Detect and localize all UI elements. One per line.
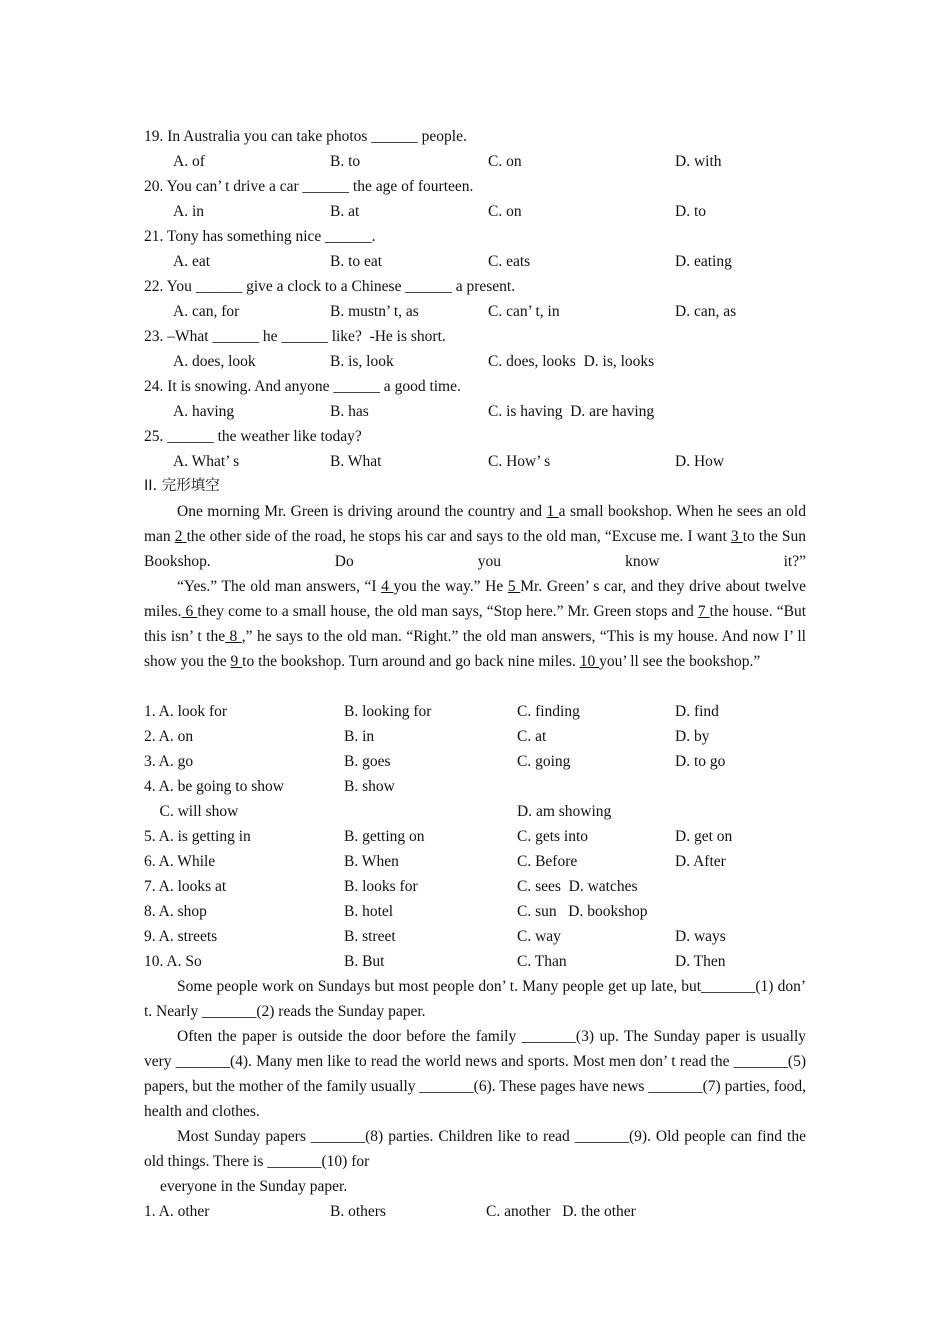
option-a: A. eat — [173, 253, 211, 270]
option-b: B. What — [330, 453, 382, 470]
option-a: A. having — [173, 403, 235, 420]
passage-text: Mr. Green’ s car, and they drive about twelve miles. — [144, 578, 807, 620]
passage-text: One morning Mr. Green is driving around the country and — [177, 503, 547, 520]
cloze-option-row — [144, 874, 806, 899]
option-a: 4. A. be going to show — [144, 778, 284, 795]
option-cd: C. sees D. watches — [517, 878, 638, 895]
blank-9: 9 — [230, 653, 243, 670]
options-20 — [144, 199, 806, 224]
option-b: B. hotel — [344, 903, 394, 920]
cloze-1-options — [144, 699, 806, 974]
option-d: D. to — [675, 203, 706, 220]
option-a: A. can, for — [173, 303, 240, 320]
options-23 — [144, 349, 806, 374]
option-a: 3. A. go — [144, 753, 194, 770]
blank-7: 7 — [697, 603, 710, 620]
cloze-option-row — [144, 749, 806, 774]
option-b: B. show — [344, 778, 395, 795]
passage-text: you the way.” He — [393, 578, 508, 595]
cloze-option-row — [144, 1199, 806, 1224]
passage-text: the other side of the road, he stops his car and says to the old man, “Excuse me. I want — [186, 528, 731, 545]
option-b: B. others — [330, 1203, 386, 1220]
passage-text: to the bookshop. Turn around and go back nine miles. — [242, 653, 580, 670]
option-b: B. in — [344, 728, 375, 745]
passage-paragraph: Some people work on Sundays but most people don’ t. Many people get up late, but_______(1) don’ t. Nearly _______(2) reads the Sunday paper. — [144, 978, 806, 1020]
cloze-option-row — [144, 899, 806, 924]
passage-paragraph — [144, 574, 806, 699]
option-d: D. get on — [675, 828, 733, 845]
question-23: 23. –What ______ he ______ like? -He is short. — [144, 328, 446, 345]
option-a: 7. A. looks at — [144, 878, 227, 895]
passage-paragraph: Often the paper is outside the door before the family _______(3) up. The Sunday paper is usually very _______(4). Many men like to read the world news and sports. Most men don’ t read the _______(5) papers, but the mother of the family usually _______(6). These pages have news _______(7) parties, food, health and clothes. — [144, 1028, 806, 1120]
option-cd: C. does, looks D. is, looks — [488, 353, 655, 370]
option-b: B. has — [330, 403, 369, 420]
options-21 — [144, 249, 806, 274]
option-cd: C. sun D. bookshop — [517, 903, 648, 920]
option-c: C. eats — [488, 253, 531, 270]
passage-text: a small bookshop. When he sees an old man — [144, 503, 806, 545]
option-c: C. How’ s — [488, 453, 551, 470]
option-a: A. of — [173, 153, 205, 170]
options-24 — [144, 399, 806, 424]
option-d: D. can, as — [675, 303, 737, 320]
option-b: B. to eat — [330, 253, 383, 270]
blank-8: 8 — [225, 628, 242, 645]
passage-text: “Yes.” The old man answers, “I — [177, 578, 382, 595]
cloze-option-row — [144, 924, 806, 949]
cloze-option-row — [144, 699, 806, 724]
options-22 — [144, 299, 806, 324]
blank-4: 4 — [381, 578, 394, 595]
mc-section — [144, 124, 806, 474]
blank-1: 1 — [546, 503, 559, 520]
passage-text: ,” he says to the old man. “Right.” the old man answers, “This is my house. And now I’ ll show you the — [144, 628, 806, 670]
option-cd: C. another D. the other — [486, 1203, 636, 1220]
question-19: 19. In Australia you can take photos ______ people. — [144, 128, 467, 145]
question-25: 25. ______ the weather like today? — [144, 428, 362, 445]
option-d: D. am showing — [517, 803, 612, 820]
option-c: C. gets into — [517, 828, 589, 845]
option-d: D. How — [675, 453, 725, 470]
blank-10: 10 — [579, 653, 600, 670]
option-b: B. is, look — [330, 353, 394, 370]
option-d: D. After — [675, 853, 726, 870]
option-c: C. can’ t, in — [488, 303, 560, 320]
option-b: B. to — [330, 153, 361, 170]
cloze-option-row — [144, 849, 806, 874]
option-b: B. goes — [344, 753, 391, 770]
option-c: C. on — [488, 203, 522, 220]
option-b: B. street — [344, 928, 396, 945]
option-b: B. at — [330, 203, 360, 220]
blank-6: 6 — [181, 603, 198, 620]
option-b: B. mustn’ t, as — [330, 303, 419, 320]
option-a: A. What’ s — [173, 453, 240, 470]
option-d: D. by — [675, 728, 710, 745]
cloze-passage-2 — [144, 974, 806, 1199]
options-19 — [144, 149, 806, 174]
option-b: B. getting on — [344, 828, 425, 845]
option-a: 5. A. is getting in — [144, 828, 251, 845]
option-d: D. to go — [675, 753, 726, 770]
option-d: D. Then — [675, 953, 726, 970]
option-c: C. going — [517, 753, 571, 770]
option-d: D. find — [675, 703, 719, 720]
option-b: B. But — [344, 953, 385, 970]
option-a: 8. A. shop — [144, 903, 207, 920]
passage-text: to the Sun Bookshop. Do you know it?” — [144, 528, 807, 570]
option-c: C. Before — [517, 853, 578, 870]
option-a: A. does, look — [173, 353, 256, 370]
option-c: C. on — [488, 153, 522, 170]
cloze-option-row — [144, 724, 806, 749]
cloze-option-row — [144, 949, 806, 974]
option-d: D. ways — [675, 928, 726, 945]
cloze-option-row — [144, 774, 806, 799]
cloze-option-row — [144, 799, 806, 824]
option-a: 2. A. on — [144, 728, 194, 745]
option-b: B. looks for — [344, 878, 418, 895]
blank-2: 2 — [174, 528, 187, 545]
option-d: D. eating — [675, 253, 732, 270]
option-a: 9. A. streets — [144, 928, 218, 945]
option-a: A. in — [173, 203, 204, 220]
option-c: C. at — [517, 728, 547, 745]
cloze-option-row — [144, 824, 806, 849]
options-25 — [144, 449, 806, 474]
option-c: C. Than — [517, 953, 567, 970]
option-a: 10. A. So — [144, 953, 202, 970]
option-c: C. way — [517, 928, 561, 945]
option-cd: C. is having D. are having — [488, 403, 655, 420]
option-a: 6. A. While — [144, 853, 216, 870]
passage-text: they come to a small house, the old man says, “Stop here.” Mr. Green stops and — [197, 603, 698, 620]
question-24: 24. It is snowing. And anyone ______ a good time. — [144, 378, 461, 395]
passage-paragraph — [144, 499, 806, 574]
worksheet-page — [144, 124, 806, 1224]
blank-3: 3 — [730, 528, 743, 545]
question-21: 21. Tony has something nice ______. — [144, 228, 376, 245]
question-22: 22. You ______ give a clock to a Chinese ______ a present. — [144, 278, 516, 295]
option-a: 1. A. look for — [144, 703, 228, 720]
option-a: 1. A. other — [144, 1203, 210, 1220]
passage-text: you’ ll see the bookshop.” — [599, 653, 761, 670]
option-c: C. finding — [517, 703, 580, 720]
passage-paragraph: everyone in the Sunday paper. — [160, 1178, 348, 1195]
question-20: 20. You can’ t drive a car ______ the age of fourteen. — [144, 178, 474, 195]
option-d: D. with — [675, 153, 722, 170]
option-b: B. looking for — [344, 703, 432, 720]
passage-text: the house. “But this isn’ t the — [144, 603, 807, 645]
cloze-2-options — [144, 1199, 806, 1224]
cloze-passage-1 — [144, 499, 806, 699]
blank-5: 5 — [507, 578, 521, 595]
passage-paragraph: Most Sunday papers _______(8) parties. Children like to read _______(9). Old people can find the old things. There is _______(10) for — [144, 1128, 806, 1170]
option-b: B. When — [344, 853, 399, 870]
option-c: C. will show — [144, 803, 239, 820]
section-heading: II. 完形填空 — [144, 478, 220, 494]
